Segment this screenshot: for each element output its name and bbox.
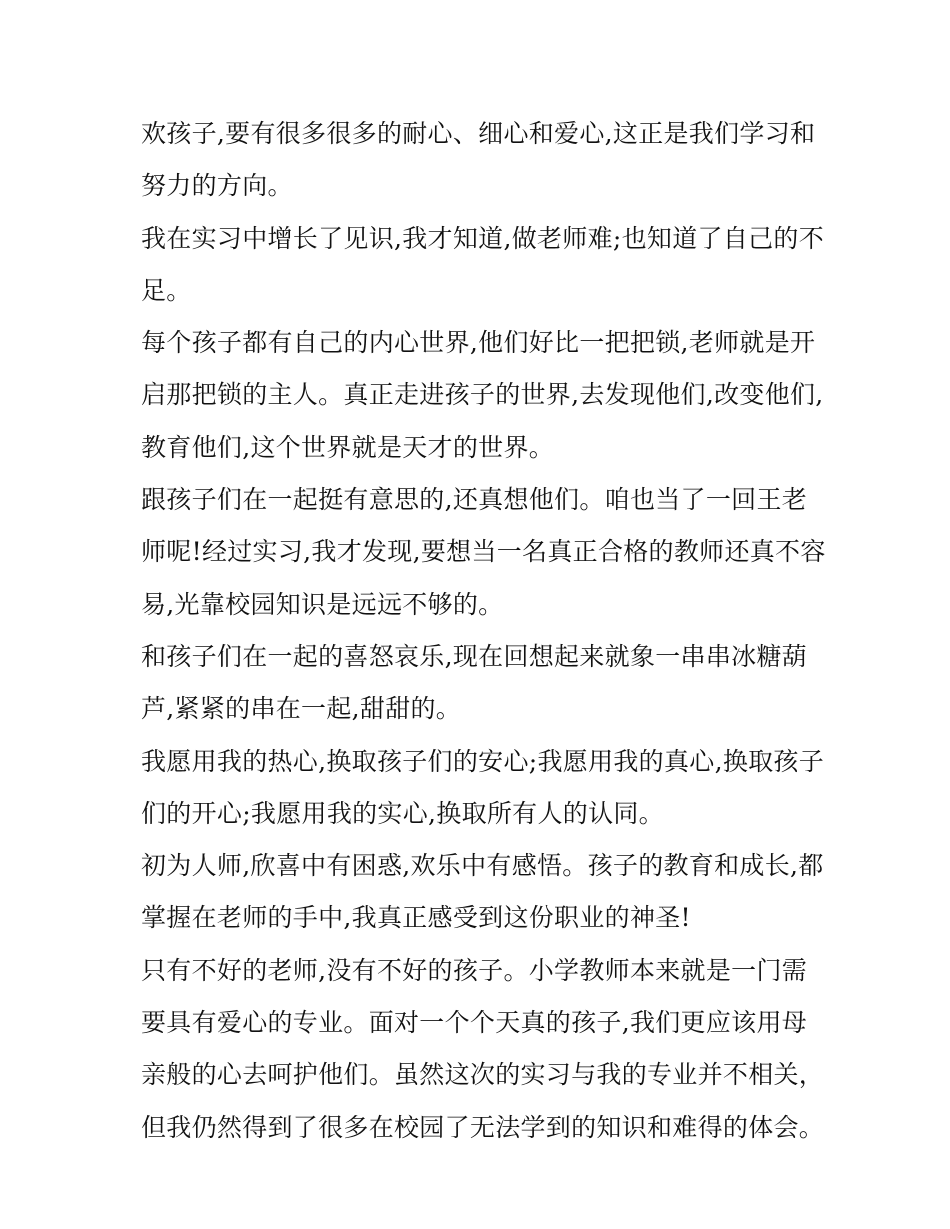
- text-line: 每个孩子都有自己的内心世界,他们好比一把把锁,老师就是开: [141, 328, 816, 358]
- text-line: 启那把锁的主人。真正走进孩子的世界,去发现他们,改变他们,: [141, 380, 824, 410]
- text-line: 要具有爱心的专业。面对一个个天真的孩子,我们更应该用母: [141, 1008, 808, 1038]
- text-line: 跟孩子们在一起挺有意思的,还真想他们。咱也当了一回王老: [141, 485, 808, 515]
- document-body: [141, 108, 826, 1154]
- text-line: 足。: [141, 275, 192, 305]
- text-line: 欢孩子,要有很多很多的耐心、细心和爱心,这正是我们学习和: [141, 119, 816, 148]
- text-line: 易,光靠校园知识是远远不够的。: [141, 589, 504, 619]
- text-line: 教育他们,这个世界就是天才的世界。: [141, 432, 555, 462]
- text-line: 们的开心;我愿用我的实心,换取所有人的认同。: [141, 798, 664, 828]
- text-line: 亲般的心去呵护他们。虽然这次的实习与我的专业并不相关，: [141, 1060, 825, 1090]
- text-line: 只有不好的老师,没有不好的孩子。小学教师本来就是一门需: [141, 955, 808, 985]
- text-line: 掌握在老师的手中,我真正感受到这份职业的神圣!: [141, 903, 691, 933]
- text-line: 我在实习中增长了见识,我才知道,做老师难;也知道了自己的不: [141, 223, 825, 253]
- text-line: 师呢!经过实习,我才发现,要想当一名真正合格的教师还真不容: [141, 537, 826, 567]
- text-line: 但我仍然得到了很多在校园了无法学到的知识和难得的体会。: [141, 1112, 825, 1142]
- text-line: 和孩子们在一起的喜怒哀乐,现在回想起来就象一串串冰糖葫: [141, 641, 808, 671]
- text-line: 初为人师,欣喜中有困惑,欢乐中有感悟。孩子的教育和成长,都: [141, 851, 824, 881]
- text-line: 芦,紧紧的串在一起,甜甜的。: [141, 694, 462, 724]
- text-line: 我愿用我的热心,换取孩子们的安心;我愿用我的真心,换取孩子: [141, 746, 825, 776]
- text-line: 努力的方向。: [141, 171, 293, 201]
